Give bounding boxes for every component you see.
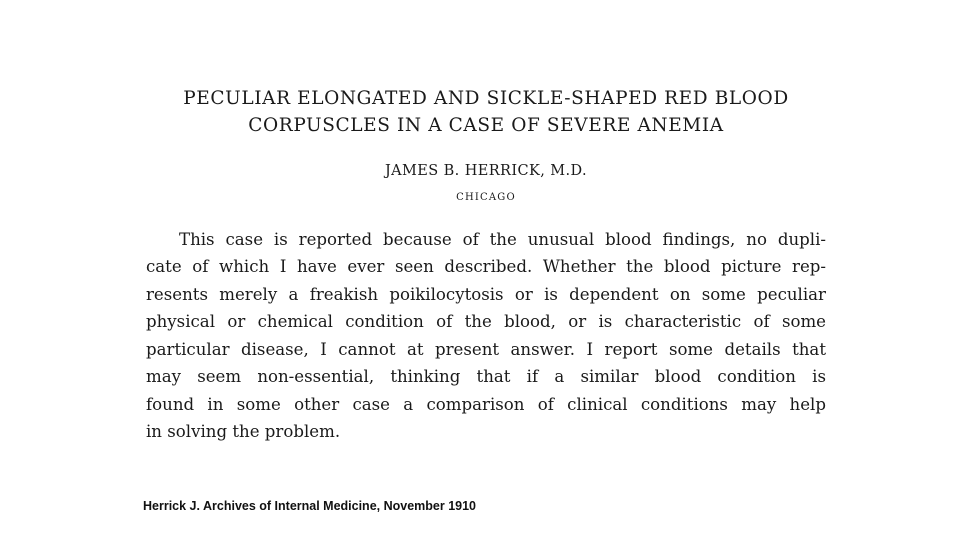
body-line-7: found in some other case a comparison of clinical conditions may help	[146, 395, 826, 414]
body-line-1: This case is reported because of the unusual blood findings, no dupli-	[179, 230, 826, 249]
body-line-4: physical or chemical condition of the blood, or is characteristic of some	[146, 312, 826, 331]
body-line-6: may seem non-essential, thinking that if a similar blood condition is	[146, 367, 826, 386]
citation-caption: Herrick J. Archives of Internal Medicine, November 1910	[143, 499, 477, 513]
body-line-8: in solving the problem.	[146, 422, 341, 441]
author-location: CHICAGO	[456, 192, 516, 203]
article-title-line-1: PECULIAR ELONGATED AND SICKLE-SHAPED RED BLOOD	[183, 88, 789, 109]
author-name: JAMES B. HERRICK, M.D.	[384, 163, 588, 179]
body-line-2: cate of which I have ever seen described. Whether the blood picture rep-	[146, 257, 826, 276]
body-line-5: particular disease, I cannot at present answer. I report some details that	[146, 340, 826, 359]
body-line-3: resents merely a freakish poikilocytosis or is dependent on some peculiar	[146, 285, 826, 304]
article-title-line-2: CORPUSCLES IN A CASE OF SEVERE ANEMIA	[248, 115, 724, 136]
